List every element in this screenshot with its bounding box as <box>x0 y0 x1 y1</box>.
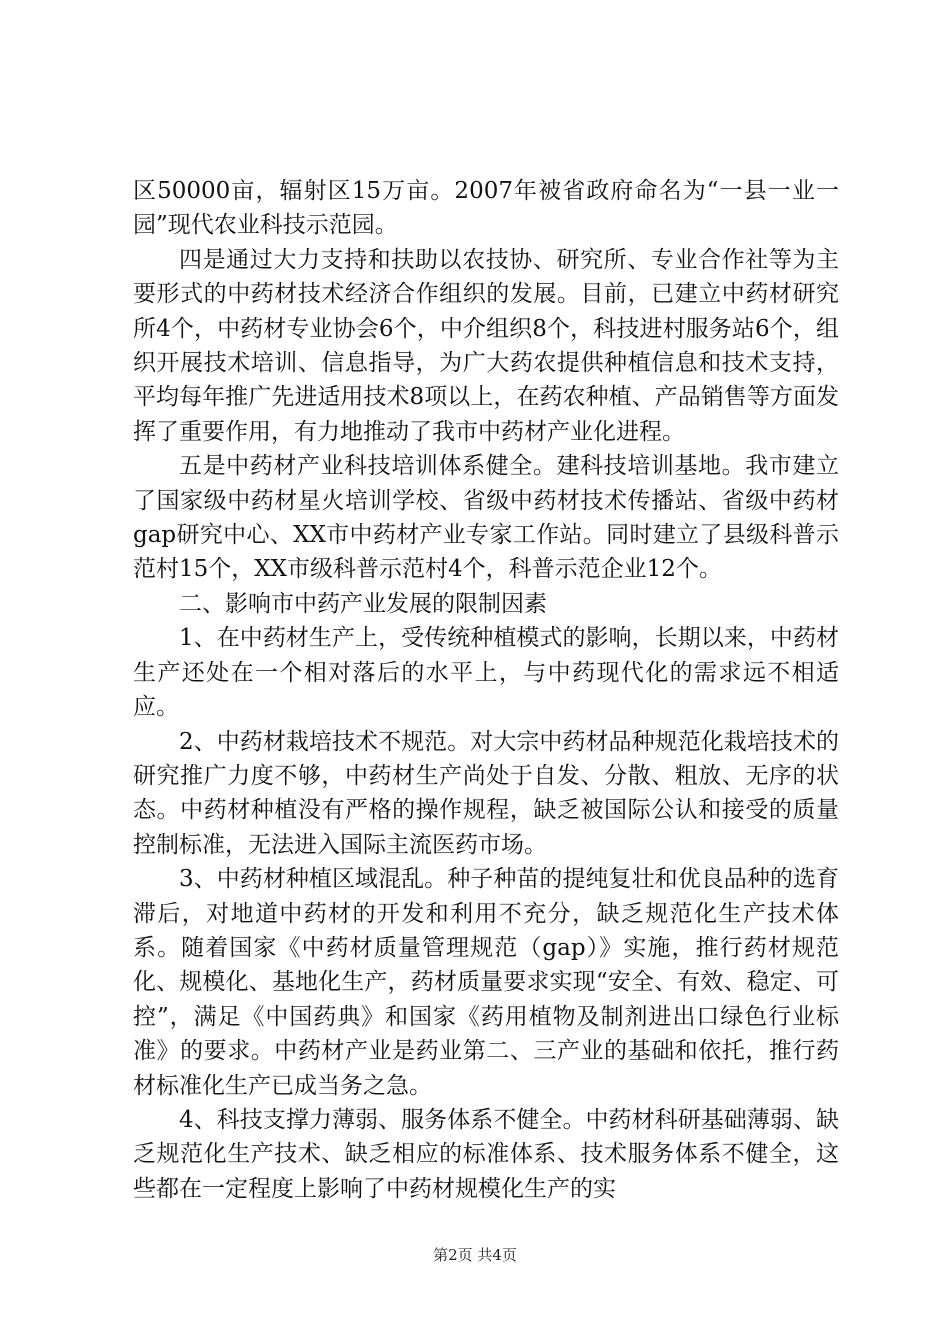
paragraph-3: 五是中药材产业科技培训体系健全。建科技培训基地。我市建立了国家级中药材星火培训学校、省级中药材技术传播站、省级中药材gap研究中心、XX市中药材产业专家工作站。同时建立了县级科普示范村15个，XX市级科普示范村4个，科普示范企业12个。 <box>133 453 839 583</box>
paragraph-2: 四是通过大力支持和扶助以农技协、研究所、专业合作社等为主要形式的中药材技术经济合作组织的发展。目前，已建立中药材研究所4个，中药材专业协会6个，中介组织8个，科技进村服务站6个，组织开展技术培训、信息指导，为广大药农提供种植信息和技术支持，平均每年推广先进适用技术8项以上，在药农种植、产品销售等方面发挥了重要作用，有力地推动了我市中药材产业化进程。 <box>133 246 839 445</box>
paragraph-7: 4、科技支撑力薄弱、服务体系不健全。中药材科研基础薄弱、缺乏规范化生产技术、缺乏相应的标准体系、技术服务体系不健全，这些都在一定程度上影响了中药材规模化生产的实 <box>133 1106 839 1202</box>
paragraph-6: 3、中药材种植区域混乱。种子种苗的提纯复壮和优良品种的选育滞后，对地道中药材的开发和利用不充分，缺乏规范化生产技术体系。随着国家《中药材质量管理规范（gap）》实施，推行药材规范化、规模化、基地化生产，药材质量要求实现“安全、有效、稳定、可控”，满足《中国药典》和国家《药用植物及制剂进出口绿色行业标准》的要求。中药材产业是药业第二、三产业的基础和依托，推行药材标准化生产已成当务之急。 <box>133 866 839 1099</box>
paragraph-1: 区50000亩，辐射区15万亩。2007年被省政府命名为“一县一业一园”现代农业科技示范园。 <box>133 178 839 239</box>
page-footer: 第2页 共4页 <box>433 1246 517 1264</box>
paragraph-4: 1、在中药材生产上，受传统种植模式的影响，长期以来，中药材生产还处在一个相对落后的水平上，与中药现代化的需求远不相适应。 <box>133 625 839 721</box>
paragraph-5: 2、中药材栽培技术不规范。对大宗中药材品种规范化栽培技术的研究推广力度不够，中药材生产尚处于自发、分散、粗放、无序的状态。中药材种植没有严格的操作规程，缺乏被国际公认和接受的质量控制标准，无法进入国际主流医药市场。 <box>133 728 839 858</box>
section-heading: 二、影响市中药产业发展的限制因素 <box>179 590 547 617</box>
document-body <box>133 174 839 1206</box>
